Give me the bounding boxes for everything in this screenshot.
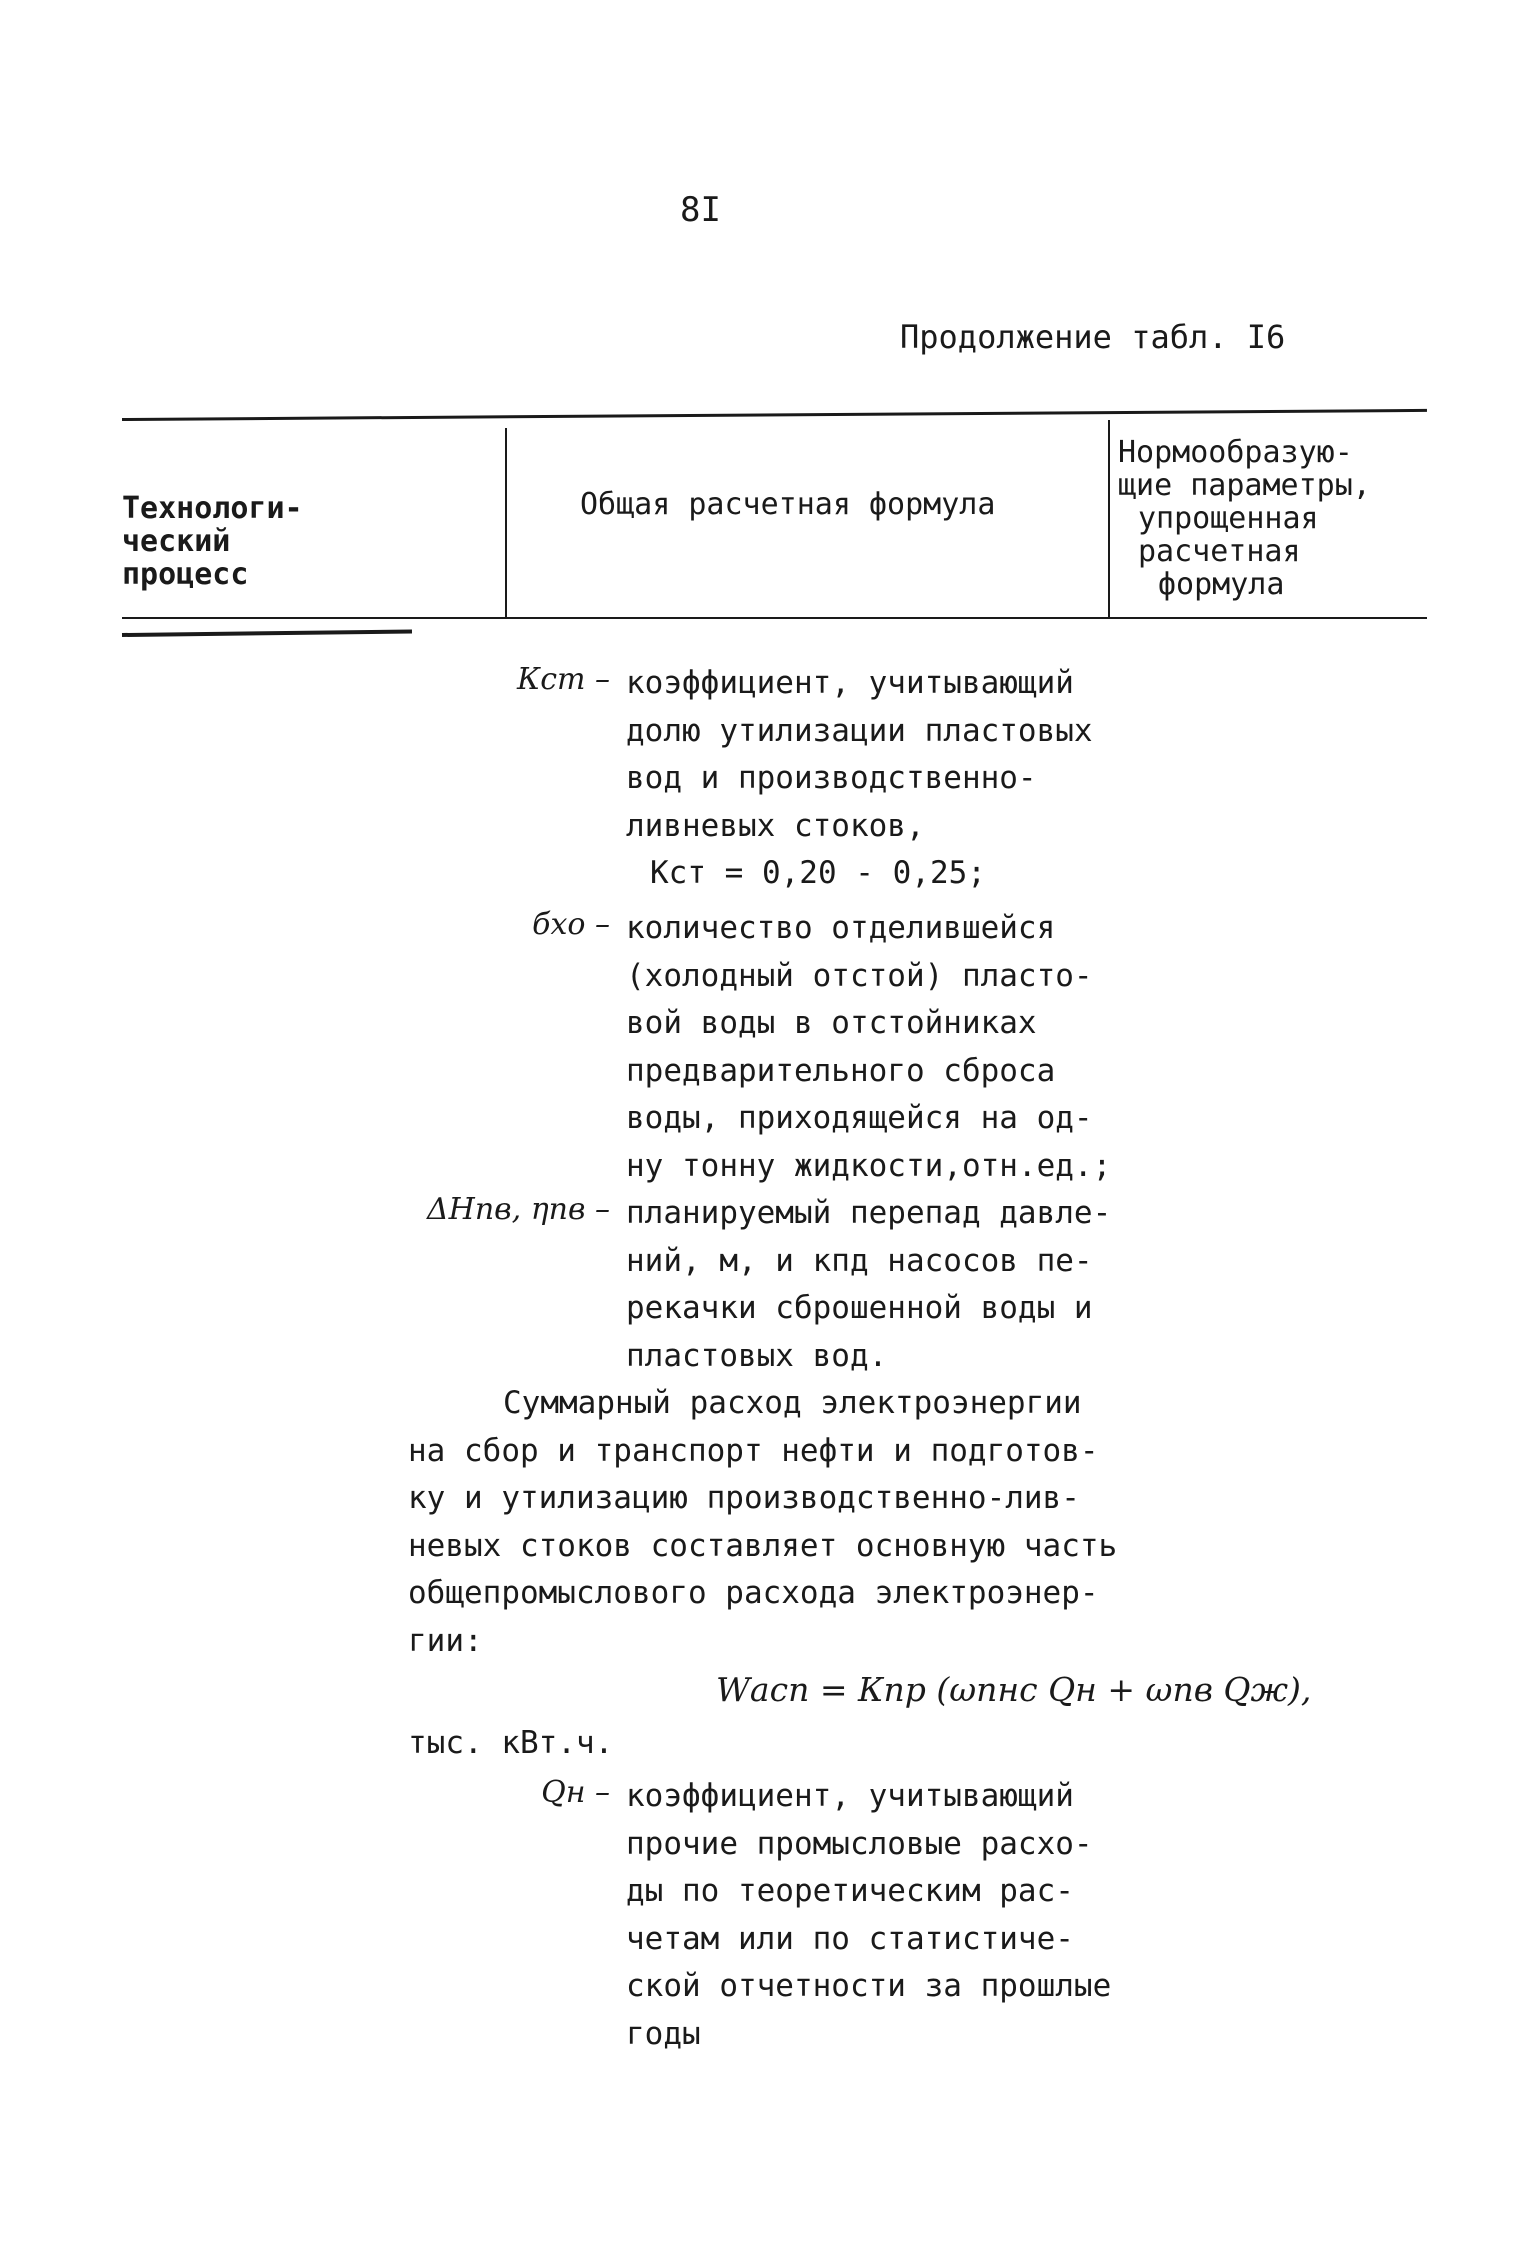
definition-line: ливневых стоков, — [626, 807, 925, 844]
definition-line: количество отделившейся — [626, 910, 1056, 946]
symbol-bxo: бхо – — [532, 907, 610, 942]
definition-line: пластовых вод. — [626, 1337, 888, 1374]
table-col-divider-2 — [1108, 420, 1110, 618]
header-process-line-2: ческий — [122, 524, 231, 559]
paragraph-line: на сбор и транспорт нефти и подготов- — [408, 1432, 1099, 1469]
paragraph-line: гии: — [408, 1622, 483, 1659]
symbol-qn: Qн – — [541, 1775, 610, 1810]
table-continuation-caption: Продолжение табл. I6 — [900, 318, 1286, 356]
paragraph-line: общепромыслового расхода электроэнер- — [408, 1575, 1099, 1611]
definition-line: предварительного сброса — [626, 1052, 1056, 1089]
definition-line: ды по теоретическим рас- — [626, 1873, 1074, 1909]
page-number: 8I — [680, 190, 721, 230]
definition-line: вой воды в отстойниках — [626, 1005, 1037, 1041]
definition-line: коэффициент, учитывающий — [626, 1778, 1074, 1814]
table-header-bottom-rule — [122, 617, 1427, 619]
definition-delta-h-text — [626, 1190, 1111, 1380]
definition-kst-text — [626, 660, 1093, 850]
symbol-delta-h: ΔНпв, ηпв – — [427, 1192, 610, 1227]
header-params-line-3: упрощенная — [1138, 501, 1319, 536]
header-process-line-3: процесс — [122, 557, 249, 592]
table-header-col-process — [122, 492, 502, 591]
header-params-line-4: расчетная — [1138, 534, 1301, 569]
definition-line: воды, приходящейся на од- — [626, 1100, 1093, 1136]
definition-kst-value: Кст = 0,20 - 0,25; — [650, 855, 986, 891]
definition-line: вод и производственно- — [626, 760, 1037, 796]
definition-qn-text — [626, 1773, 1111, 2058]
definition-line: четам или по статистиче- — [626, 1920, 1074, 1957]
formula-units: тыс. кВт.ч. — [408, 1725, 614, 1761]
header-params-line-1: Нормообразую- — [1118, 435, 1353, 470]
table-header-col-formula: Общая расчетная формула — [580, 487, 996, 522]
definition-line: планируемый перепад давле- — [626, 1195, 1112, 1231]
definition-bxo-text — [626, 905, 1111, 1190]
paragraph-line: ку и утилизацию производственно-лив- — [408, 1480, 1080, 1516]
header-process-line-1: Технологи- — [122, 491, 303, 526]
definition-line: (холодный отстой) пласто- — [626, 957, 1093, 994]
definition-line: прочие промысловые расхо- — [626, 1825, 1093, 1862]
header-params-line-5: формула — [1158, 567, 1285, 602]
definition-line: рекачки сброшенной воды и — [626, 1290, 1093, 1326]
definition-line: долю утилизации пластовых — [626, 712, 1093, 749]
definition-line: ну тонну жидкости,отн.ед.; — [626, 1147, 1112, 1184]
definition-line: коэффициент, учитывающий — [626, 665, 1074, 701]
symbol-kst: Кст – — [516, 662, 610, 697]
body-paragraph — [408, 1380, 1117, 1665]
table-body-rule — [122, 629, 412, 637]
table-header-col-params — [1118, 436, 1418, 601]
energy-formula: Wасп = Кпр (ωпнс Qн + ωпв Qж), — [716, 1670, 1312, 1709]
definition-line: годы — [626, 2015, 701, 2052]
table-col-divider-1 — [505, 428, 507, 618]
paragraph-line: невых стоков составляет основную часть — [408, 1527, 1118, 1564]
header-params-line-2: щие параметры, — [1118, 468, 1371, 503]
definition-line: ской отчетности за прошлые — [626, 1968, 1112, 2004]
paragraph-line: Суммарный расход электроэнергии — [503, 1385, 1082, 1421]
definition-line: ний, м, и кпд насосов пе- — [626, 1242, 1093, 1279]
table-top-rule — [122, 409, 1427, 421]
